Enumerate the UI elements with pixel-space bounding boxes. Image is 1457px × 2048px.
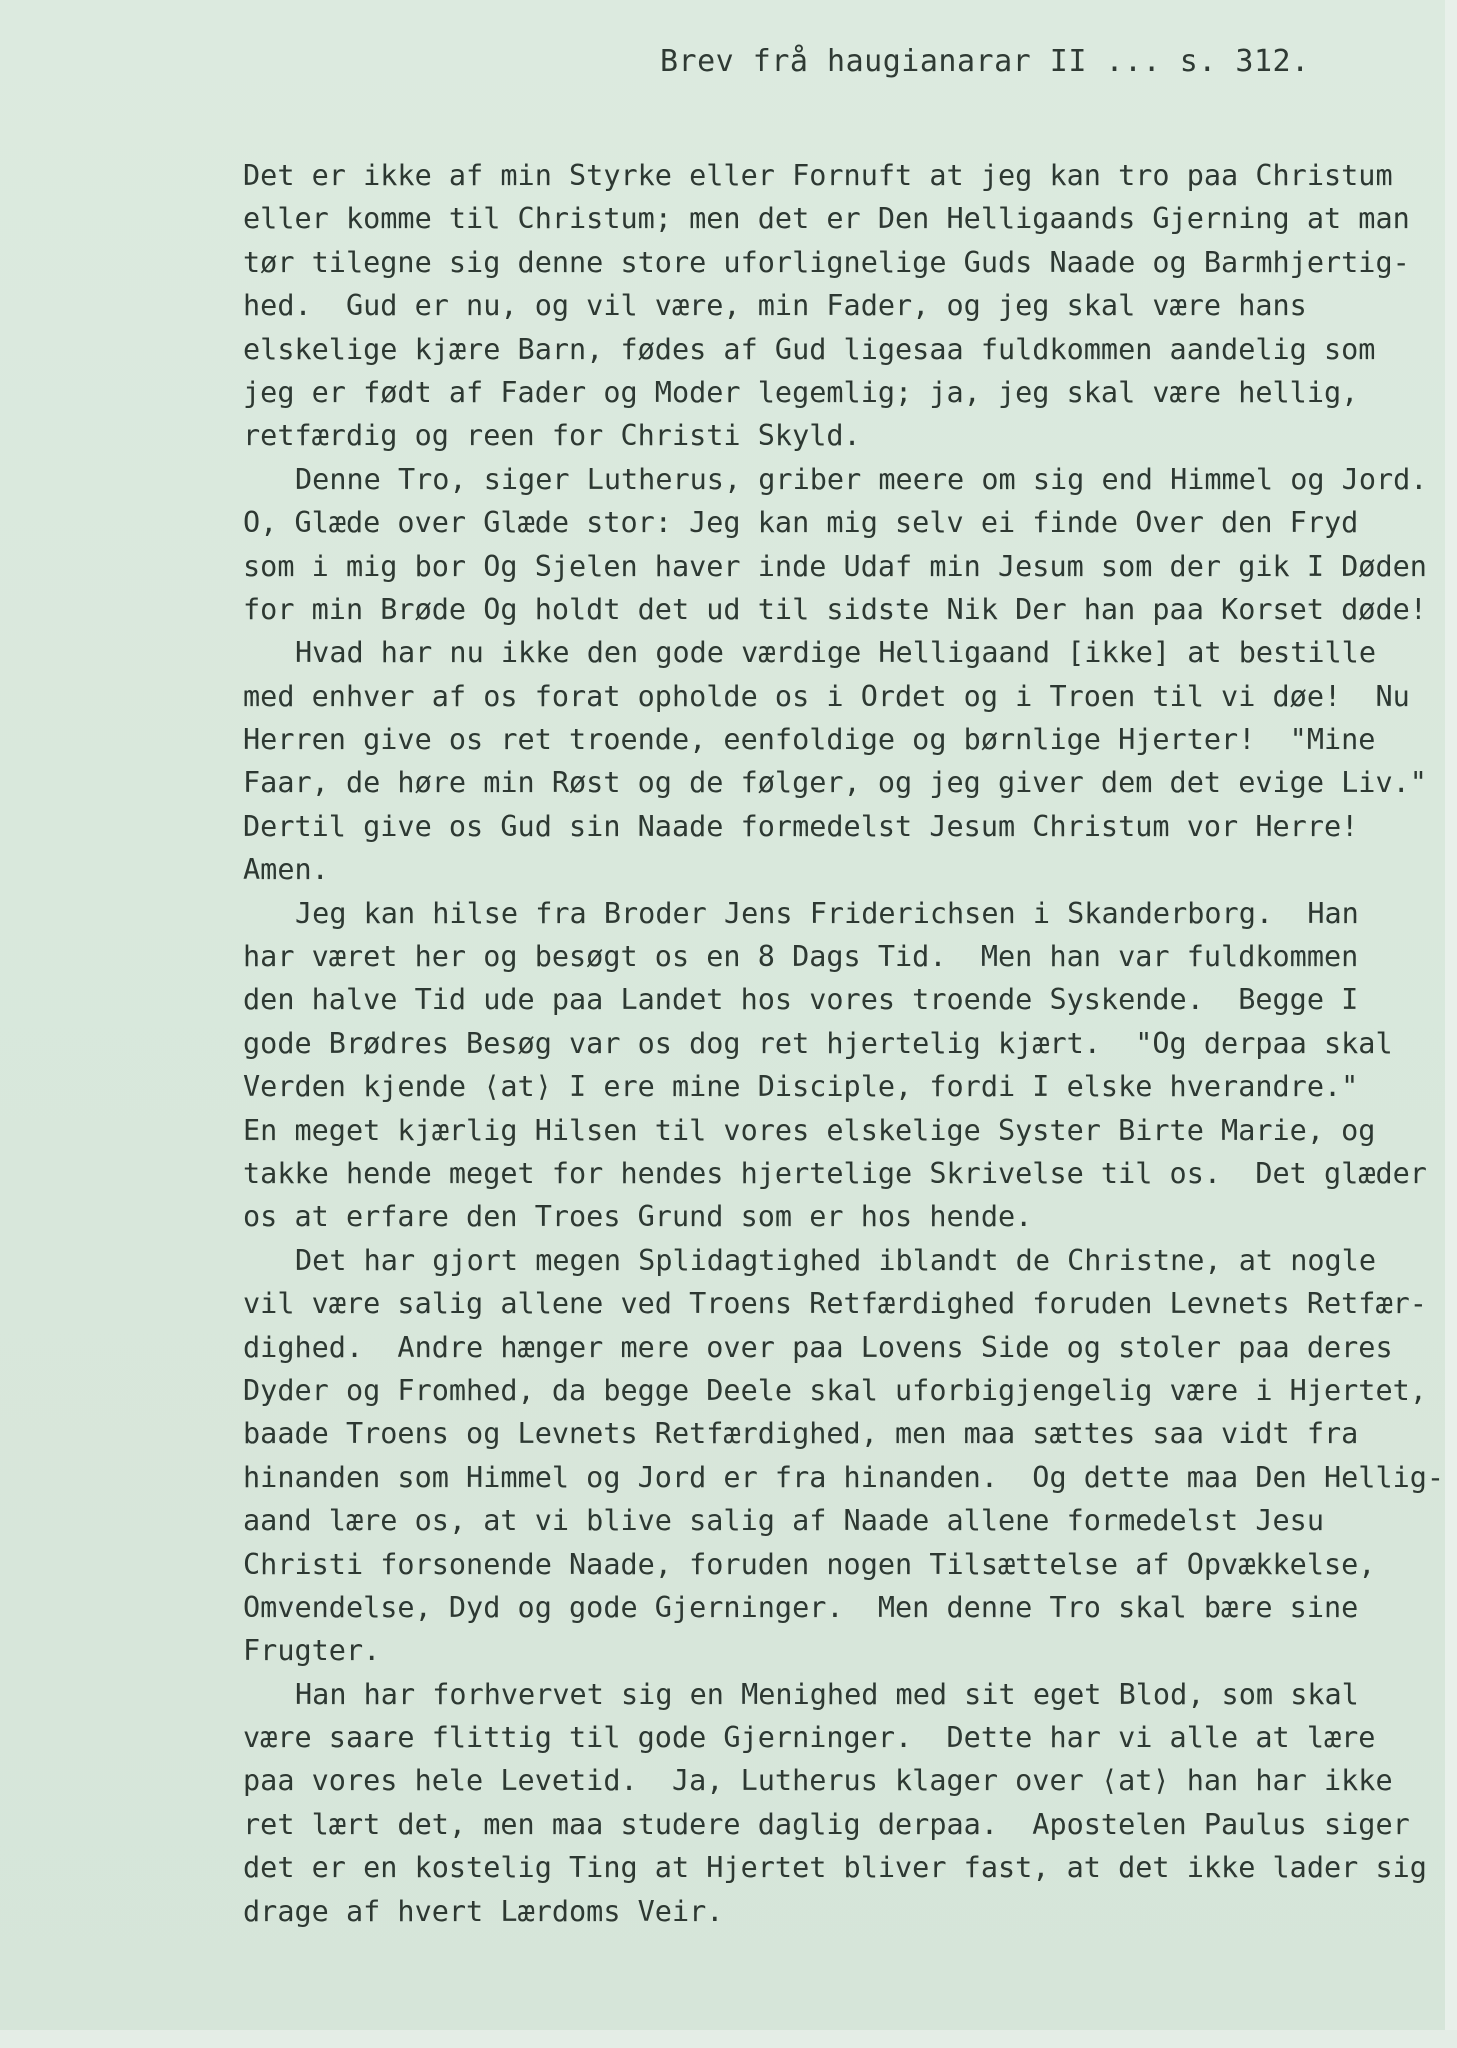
text-line: Det har gjort megen Splidagtighed iblandt de Christne, at nogle — [295, 1243, 1376, 1277]
text-line: paa vores hele Levetid. Ja, Lutherus klager over ⟨at⟩ han har ikke — [243, 1764, 1393, 1798]
text-line: Herren give os ret troende, eenfoldige og børnlige Hjerter! "Mine — [243, 723, 1376, 757]
text-line: Dertil give os Gud sin Naade formedelst Jesum Christum vor Herre! — [243, 809, 1359, 843]
text-line: Det er ikke af min Styrke eller Fornuft at jeg kan tro paa Christum — [243, 159, 1393, 192]
paragraph — [243, 458, 1443, 632]
text-line: ret lært det, men maa studere daglig derpaa. Apostelen Paulus siger — [243, 1807, 1410, 1841]
text-line: O, Glæde over Glæde stor: Jeg kan mig selv ei finde Over den Fryd — [243, 506, 1359, 540]
text-line: Frugter. — [243, 1634, 381, 1668]
text-line: takke hende meget for hendes hjertelige Skrivelse til os. Det glæder — [243, 1156, 1427, 1190]
text-line: Faar, de høre min Røst og de følger, og jeg giver dem det evige Liv." — [243, 766, 1427, 800]
text-line: Amen. — [243, 853, 329, 887]
text-line: Omvendelse, Dyd og gode Gjerninger. Men denne Tro skal bære sine — [243, 1590, 1359, 1624]
text-line: Jeg kan hilse fra Broder Jens Friderichsen i Skanderborg. Han — [295, 896, 1359, 930]
text-line: hed. Gud er nu, og vil være, min Fader, og jeg skal være hans — [243, 289, 1307, 323]
text-line: eller komme til Christum; men det er Den Helligaands Gjerning at man — [243, 202, 1410, 236]
text-line: Dyder og Fromhed, da begge Deele skal uforbigjengelig være i Hjertet, — [243, 1373, 1427, 1407]
paragraph — [243, 1673, 1443, 1933]
text-line: Christi forsonende Naade, foruden nogen Tilsættelse af Opvækkelse, — [243, 1547, 1376, 1581]
text-line: for min Brøde Og holdt det ud til sidste Nik Der han paa Korset døde! — [243, 592, 1427, 626]
paragraph — [243, 1239, 1443, 1673]
text-line: vil være salig allene ved Troens Retfærdighed foruden Levnets Retfær- — [243, 1287, 1427, 1321]
paragraph — [243, 154, 1443, 458]
text-line: den halve Tid ude paa Landet hos vores troende Syskende. Begge I — [243, 983, 1359, 1017]
text-line: aand lære os, at vi blive salig af Naade allene formedelst Jesu — [243, 1504, 1324, 1538]
text-line: En meget kjærlig Hilsen til vores elskelige Syster Birte Marie, og — [243, 1113, 1376, 1147]
text-line: hinanden som Himmel og Jord er fra hinanden. Og dette maa Den Hellig- — [243, 1460, 1445, 1494]
text-line: være saare flittig til gode Gjerninger. Dette har vi alle at lære — [243, 1721, 1376, 1755]
text-line: Han har forhvervet sig en Menighed med sit eget Blod, som skal — [295, 1677, 1359, 1711]
paragraph — [243, 631, 1443, 891]
text-line: drage af hvert Lærdoms Veir. — [243, 1894, 724, 1928]
text-line: har været her og besøgt os en 8 Dags Tid. Men han var fuldkommen — [243, 940, 1359, 974]
page-header: Brev frå haugianarar II ... s. 312. — [660, 44, 1310, 79]
text-line: dighed. Andre hænger mere over paa Lovens Side og stoler paa deres — [243, 1330, 1393, 1364]
text-line: retfærdig og reen for Christi Skyld. — [243, 419, 861, 453]
text-line: med enhver af os forat opholde os i Ordet og i Troen til vi døe! Nu — [243, 679, 1410, 713]
text-line: Verden kjende ⟨at⟩ I ere mine Disciple, fordi I elske hverandre." — [243, 1070, 1359, 1104]
text-line: Hvad har nu ikke den gode værdige Helligaand [ikke] at bestille — [295, 636, 1376, 670]
text-line: os at erfare den Troes Grund som er hos hende. — [243, 1200, 1033, 1234]
page-edge-right — [1445, 0, 1457, 2048]
paragraph — [243, 892, 1443, 1239]
text-line: Denne Tro, siger Lutherus, griber meere om sig end Himmel og Jord. — [295, 462, 1428, 496]
text-line: tør tilegne sig denne store uforlignelige Guds Naade og Barmhjertig- — [243, 245, 1410, 279]
letter-body — [243, 154, 1443, 1933]
page-edge-bottom — [0, 2030, 1457, 2048]
text-line: gode Brødres Besøg var os dog ret hjertelig kjært. "Og derpaa skal — [243, 1026, 1393, 1060]
text-line: det er en kostelig Ting at Hjertet bliver fast, at det ikke lader sig — [243, 1851, 1427, 1885]
text-line: jeg er født af Fader og Moder legemlig; ja, jeg skal være hellig, — [243, 375, 1359, 409]
text-line: elskelige kjære Barn, fødes af Gud ligesaa fuldkommen aandelig som — [243, 332, 1376, 366]
text-line: som i mig bor Og Sjelen haver inde Udaf min Jesum som der gik I Døden — [243, 549, 1427, 583]
text-line: baade Troens og Levnets Retfærdighed, men maa sættes saa vidt fra — [243, 1417, 1359, 1451]
